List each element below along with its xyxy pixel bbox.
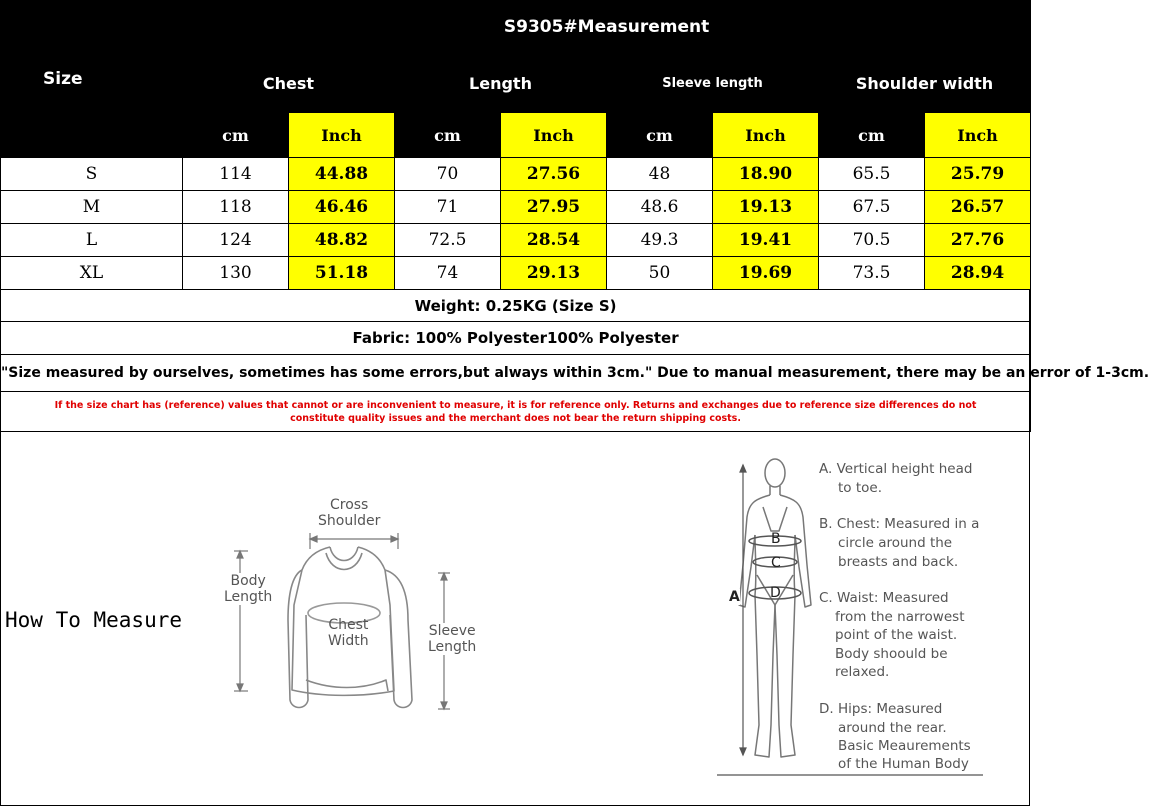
length-inch-cell: 28.54 xyxy=(501,224,607,257)
length-cm-cell: 72.5 xyxy=(395,224,501,257)
size-cell: XL xyxy=(1,257,183,290)
length-inch-cell: 27.95 xyxy=(501,191,607,224)
shoulder-inch-cell: 28.94 xyxy=(925,257,1031,290)
note-c-line4: Body shoould be xyxy=(835,646,948,662)
note-d-line4: of the Human Body xyxy=(838,756,969,772)
note-a-line2: to toe. xyxy=(838,480,882,496)
disclaimer-line: constitute quality issues and the merchant does not bear the return shipping costs. xyxy=(290,412,741,424)
chest-cm-cell: 130 xyxy=(183,257,289,290)
length-cm-cell: 71 xyxy=(395,191,501,224)
note-d-line2: around the rear. xyxy=(838,720,947,736)
table-row xyxy=(1,257,1031,290)
group-chest: Chest xyxy=(183,54,395,113)
sleeve-length-label: Sleeve Length xyxy=(428,623,477,655)
marker-b: B xyxy=(771,531,781,547)
unit-inch: Inch xyxy=(501,113,607,158)
measurement-note: "Size measured by ourselves, sometimes has some errors,but always within 3cm." Due to manual measurement, there may be an error of 1-3cm. xyxy=(1,355,1031,392)
sleeve-cm-cell: 48 xyxy=(607,158,713,191)
table-row xyxy=(1,191,1031,224)
unit-inch: Inch xyxy=(289,113,395,158)
note-b-line2: circle around the xyxy=(838,535,953,551)
note-b-line1: B. Chest: Measured in a xyxy=(819,516,980,532)
disclaimer xyxy=(1,392,1031,432)
shoulder-inch-cell: 25.79 xyxy=(925,158,1031,191)
marker-d: D xyxy=(770,585,781,601)
unit-cm: cm xyxy=(819,113,925,158)
sleeve-cm-cell: 49.3 xyxy=(607,224,713,257)
table-row xyxy=(1,224,1031,257)
chest-inch-cell: 46.46 xyxy=(289,191,395,224)
shirt-outline-icon xyxy=(222,495,522,725)
length-inch-cell: 27.56 xyxy=(501,158,607,191)
weight-row: Weight: 0.25KG (Size S) xyxy=(1,290,1031,322)
length-cm-cell: 70 xyxy=(395,158,501,191)
unit-inch: Inch xyxy=(713,113,819,158)
length-cm-cell: 74 xyxy=(395,257,501,290)
fabric-row: Fabric: 100% Polyester100% Polyester xyxy=(1,322,1031,355)
sleeve-inch-cell: 19.69 xyxy=(713,257,819,290)
sleeve-inch-cell: 19.13 xyxy=(713,191,819,224)
size-cell: M xyxy=(1,191,183,224)
note-d-line1: D. Hips: Measured xyxy=(819,701,943,717)
shoulder-cm-cell: 70.5 xyxy=(819,224,925,257)
chest-cm-cell: 114 xyxy=(183,158,289,191)
group-sleeve-length: Sleeve length xyxy=(607,54,819,113)
table-row xyxy=(1,158,1031,191)
note-c-line5: relaxed. xyxy=(835,664,890,680)
length-inch-cell: 29.13 xyxy=(501,257,607,290)
how-to-measure-title: How To Measure xyxy=(5,608,183,632)
note-d-line3: Basic Meaurements xyxy=(838,738,971,754)
shoulder-cm-cell: 67.5 xyxy=(819,191,925,224)
marker-c: C xyxy=(771,555,781,571)
sleeve-cm-cell: 50 xyxy=(607,257,713,290)
size-cell: L xyxy=(1,224,183,257)
chest-cm-cell: 118 xyxy=(183,191,289,224)
cross-shoulder-label: Cross Shoulder xyxy=(318,497,381,529)
shoulder-cm-cell: 73.5 xyxy=(819,257,925,290)
unit-cm: cm xyxy=(395,113,501,158)
chest-cm-cell: 124 xyxy=(183,224,289,257)
disclaimer-line: If the size chart has (reference) values that cannot or are inconvenient to measure, it is for reference only. Returns and exchanges due to reference size differences do not xyxy=(54,399,977,411)
sleeve-inch-cell: 18.90 xyxy=(713,158,819,191)
size-cell: S xyxy=(1,158,183,191)
shoulder-cm-cell: 65.5 xyxy=(819,158,925,191)
note-a-line1: A. Vertical height head xyxy=(819,461,973,477)
unit-cm: cm xyxy=(607,113,713,158)
shirt-diagram xyxy=(222,495,522,725)
shoulder-inch-cell: 26.57 xyxy=(925,191,1031,224)
sleeve-cm-cell: 48.6 xyxy=(607,191,713,224)
chest-inch-cell: 48.82 xyxy=(289,224,395,257)
sleeve-inch-cell: 19.41 xyxy=(713,224,819,257)
body-diagram xyxy=(715,455,1015,780)
body-length-label: Body Length xyxy=(224,573,273,605)
group-length: Length xyxy=(395,54,607,113)
chest-width-label: Chest Width xyxy=(328,617,369,649)
note-c-line2: from the narrowest xyxy=(835,609,965,625)
note-c-line3: point of the waist. xyxy=(835,627,958,643)
note-b-line3: breasts and back. xyxy=(838,554,959,570)
size-header: Size xyxy=(1,1,183,158)
chest-inch-cell: 44.88 xyxy=(289,158,395,191)
marker-a: A xyxy=(729,589,740,605)
unit-cm: cm xyxy=(183,113,289,158)
unit-inch: Inch xyxy=(925,113,1031,158)
chest-inch-cell: 51.18 xyxy=(289,257,395,290)
group-shoulder-width: Shoulder width xyxy=(819,54,1031,113)
note-c-line1: C. Waist: Measured xyxy=(819,590,949,606)
table-title: S9305#Measurement xyxy=(183,1,1031,54)
shoulder-inch-cell: 27.76 xyxy=(925,224,1031,257)
